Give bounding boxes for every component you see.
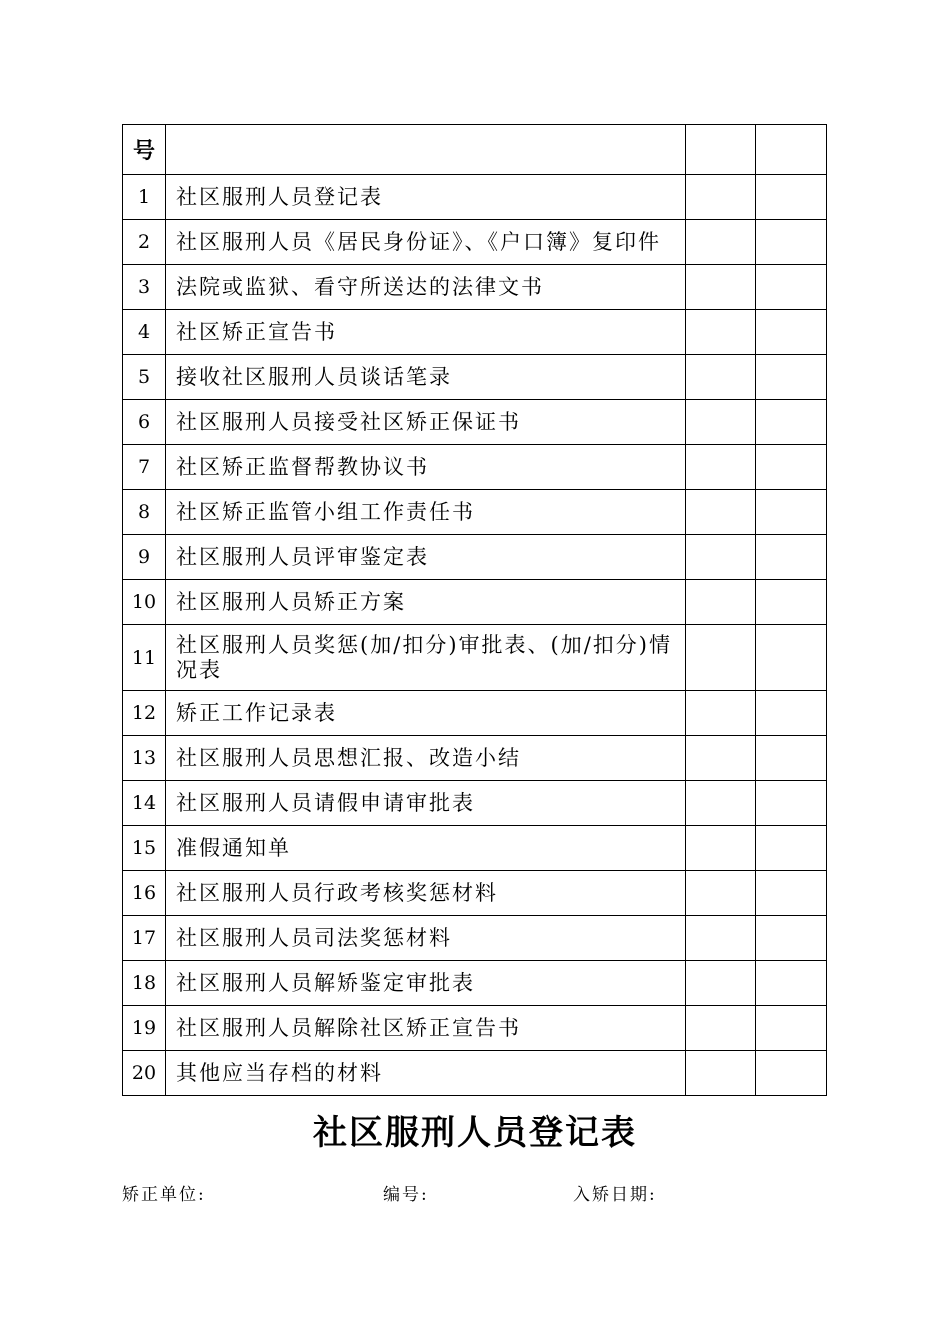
document-name-cell: 其他应当存档的材料 bbox=[166, 1051, 686, 1096]
row-number-cell: 15 bbox=[123, 826, 166, 871]
row-number-cell: 4 bbox=[123, 310, 166, 355]
blank-cell-1 bbox=[685, 625, 755, 691]
row-number-cell: 5 bbox=[123, 355, 166, 400]
blank-cell-2 bbox=[755, 400, 826, 445]
document-name-cell: 社区矫正宣告书 bbox=[166, 310, 686, 355]
entry-date-label: 入矫日期: bbox=[573, 1185, 657, 1205]
header-blank-cell-1 bbox=[685, 125, 755, 175]
table-row bbox=[123, 1006, 827, 1051]
document-name-cell: 社区服刑人员解除社区矫正宣告书 bbox=[166, 1006, 686, 1051]
blank-cell-2 bbox=[755, 355, 826, 400]
blank-cell-1 bbox=[685, 220, 755, 265]
blank-cell-1 bbox=[685, 826, 755, 871]
document-name-cell: 社区服刑人员奖惩(加/扣分)审批表、(加/扣分)情况表 bbox=[166, 625, 686, 691]
row-number-cell: 3 bbox=[123, 265, 166, 310]
table-row bbox=[123, 310, 827, 355]
blank-cell-1 bbox=[685, 535, 755, 580]
blank-cell-1 bbox=[685, 445, 755, 490]
table-row bbox=[123, 490, 827, 535]
blank-cell-2 bbox=[755, 916, 826, 961]
blank-cell-2 bbox=[755, 310, 826, 355]
blank-cell-1 bbox=[685, 961, 755, 1006]
blank-cell-1 bbox=[685, 916, 755, 961]
blank-cell-2 bbox=[755, 265, 826, 310]
document-name-cell: 接收社区服刑人员谈话笔录 bbox=[166, 355, 686, 400]
document-name-cell: 社区服刑人员登记表 bbox=[166, 175, 686, 220]
blank-cell-2 bbox=[755, 445, 826, 490]
row-number-cell: 20 bbox=[123, 1051, 166, 1096]
row-number-cell: 17 bbox=[123, 916, 166, 961]
table-row bbox=[123, 826, 827, 871]
document-name-cell: 社区服刑人员思想汇报、改造小结 bbox=[166, 736, 686, 781]
blank-cell-1 bbox=[685, 310, 755, 355]
blank-cell-1 bbox=[685, 1006, 755, 1051]
table-row bbox=[123, 1051, 827, 1096]
document-name-cell: 社区服刑人员请假申请审批表 bbox=[166, 781, 686, 826]
row-number-cell: 16 bbox=[123, 871, 166, 916]
table-row bbox=[123, 871, 827, 916]
table-row bbox=[123, 580, 827, 625]
table-row bbox=[123, 736, 827, 781]
blank-cell-2 bbox=[755, 580, 826, 625]
header-blank-cell-2 bbox=[755, 125, 826, 175]
document-name-cell: 社区服刑人员接受社区矫正保证书 bbox=[166, 400, 686, 445]
table-row bbox=[123, 961, 827, 1006]
form-title: 社区服刑人员登记表 bbox=[313, 1113, 637, 1153]
table-row bbox=[123, 781, 827, 826]
row-number-cell: 10 bbox=[123, 580, 166, 625]
row-number-cell: 14 bbox=[123, 781, 166, 826]
blank-cell-2 bbox=[755, 826, 826, 871]
blank-cell-1 bbox=[685, 175, 755, 220]
blank-cell-1 bbox=[685, 1051, 755, 1096]
document-name-cell: 社区服刑人员行政考核奖惩材料 bbox=[166, 871, 686, 916]
row-number-cell: 7 bbox=[123, 445, 166, 490]
table-row bbox=[123, 265, 827, 310]
blank-cell-1 bbox=[685, 355, 755, 400]
row-number-cell: 11 bbox=[123, 625, 166, 691]
blank-cell-2 bbox=[755, 736, 826, 781]
row-number-cell: 13 bbox=[123, 736, 166, 781]
blank-cell-2 bbox=[755, 535, 826, 580]
row-number-cell: 2 bbox=[123, 220, 166, 265]
table-row bbox=[123, 400, 827, 445]
document-name-cell: 矫正工作记录表 bbox=[166, 691, 686, 736]
table-row bbox=[123, 916, 827, 961]
blank-cell-2 bbox=[755, 1006, 826, 1051]
blank-cell-2 bbox=[755, 1051, 826, 1096]
blank-cell-2 bbox=[755, 490, 826, 535]
blank-cell-2 bbox=[755, 625, 826, 691]
header-number-cell: 号 bbox=[123, 125, 166, 175]
blank-cell-2 bbox=[755, 175, 826, 220]
document-index-table bbox=[122, 124, 827, 1096]
blank-cell-1 bbox=[685, 871, 755, 916]
row-number-cell: 8 bbox=[123, 490, 166, 535]
document-name-cell: 社区服刑人员评审鉴定表 bbox=[166, 535, 686, 580]
row-number-cell: 12 bbox=[123, 691, 166, 736]
document-name-cell: 社区服刑人员司法奖惩材料 bbox=[166, 916, 686, 961]
blank-cell-1 bbox=[685, 580, 755, 625]
blank-cell-2 bbox=[755, 220, 826, 265]
table-row bbox=[123, 445, 827, 490]
blank-cell-2 bbox=[755, 691, 826, 736]
blank-cell-1 bbox=[685, 736, 755, 781]
document-name-cell: 社区矫正监管小组工作责任书 bbox=[166, 490, 686, 535]
blank-cell-1 bbox=[685, 490, 755, 535]
blank-cell-2 bbox=[755, 961, 826, 1006]
table-row bbox=[123, 220, 827, 265]
header-name-cell bbox=[166, 125, 686, 175]
blank-cell-1 bbox=[685, 265, 755, 310]
table-header-row bbox=[123, 125, 827, 175]
table-row bbox=[123, 691, 827, 736]
document-name-cell: 准假通知单 bbox=[166, 826, 686, 871]
table-row bbox=[123, 355, 827, 400]
serial-number-label: 编号: bbox=[383, 1185, 429, 1205]
document-name-cell: 社区服刑人员解矫鉴定审批表 bbox=[166, 961, 686, 1006]
document-name-cell: 社区服刑人员矫正方案 bbox=[166, 580, 686, 625]
row-number-cell: 1 bbox=[123, 175, 166, 220]
row-number-cell: 18 bbox=[123, 961, 166, 1006]
document-name-cell: 社区矫正监督帮教协议书 bbox=[166, 445, 686, 490]
blank-cell-2 bbox=[755, 871, 826, 916]
row-number-cell: 19 bbox=[123, 1006, 166, 1051]
blank-cell-1 bbox=[685, 691, 755, 736]
document-name-cell: 法院或监狱、看守所送达的法律文书 bbox=[166, 265, 686, 310]
row-number-cell: 6 bbox=[123, 400, 166, 445]
correction-unit-label: 矫正单位: bbox=[122, 1185, 206, 1205]
document-name-cell: 社区服刑人员《居民身份证》、《户口簿》复印件 bbox=[166, 220, 686, 265]
blank-cell-1 bbox=[685, 781, 755, 826]
table-row bbox=[123, 535, 827, 580]
table-row bbox=[123, 625, 827, 691]
table-row bbox=[123, 175, 827, 220]
row-number-cell: 9 bbox=[123, 535, 166, 580]
blank-cell-1 bbox=[685, 400, 755, 445]
blank-cell-2 bbox=[755, 781, 826, 826]
